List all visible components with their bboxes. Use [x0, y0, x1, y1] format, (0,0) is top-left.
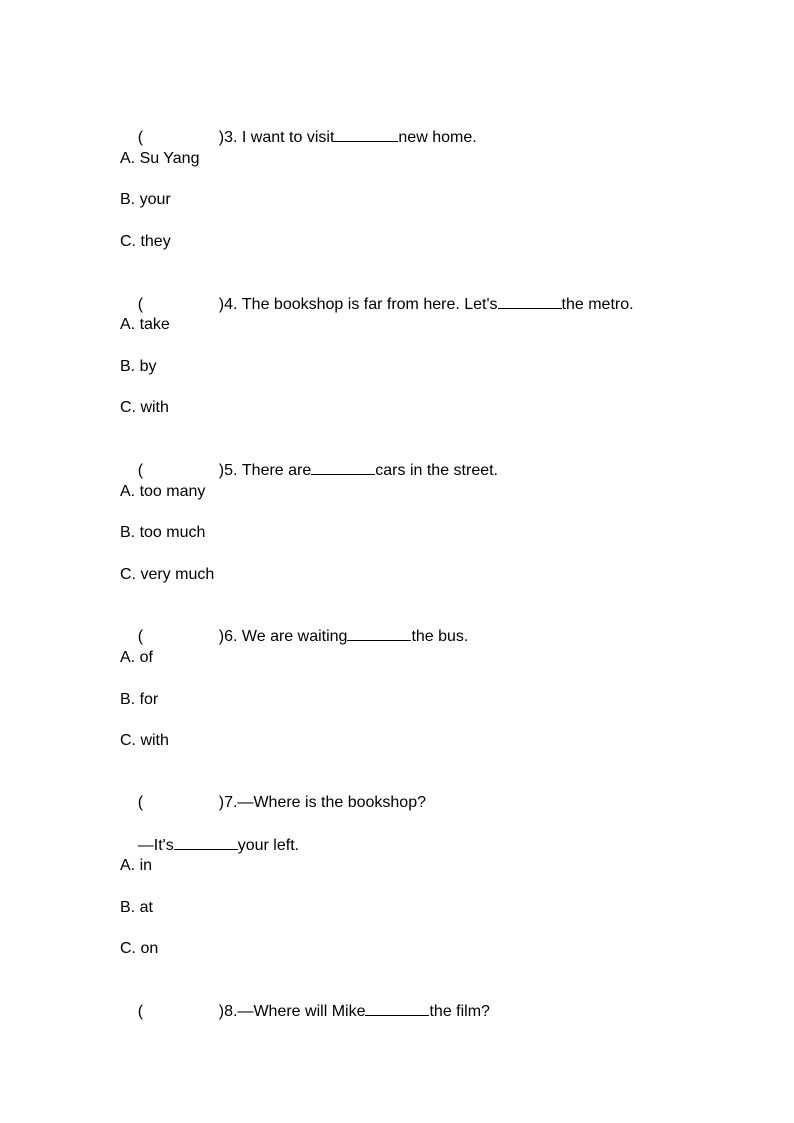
answer-paren-open: ( — [137, 462, 144, 479]
answer-paren-open: ( — [137, 794, 144, 811]
question-number: )8. — [218, 1003, 238, 1020]
answer-paren-open: ( — [137, 1003, 144, 1020]
option-a: A. take — [120, 316, 170, 333]
stem-text-before: I want to visit — [241, 129, 335, 146]
option-a: A. of — [120, 649, 153, 666]
option-c: C. they — [120, 233, 171, 250]
option-a: A. too many — [120, 483, 206, 500]
stem-text-after: the film? — [429, 1003, 490, 1020]
question-number: )7. — [218, 794, 238, 811]
option-b: B. your — [120, 191, 171, 208]
option-c: C. with — [120, 399, 169, 416]
question-number: )5. — [218, 462, 242, 479]
stem-text-before: There are — [241, 462, 312, 479]
reply-text-before: —It's — [137, 837, 174, 854]
question-4-stem — [120, 274, 634, 335]
option-b: B. too much — [120, 524, 206, 541]
question-number: )6. — [218, 628, 242, 645]
option-c: C. very much — [120, 566, 215, 583]
option-b: B. at — [120, 899, 153, 916]
answer-paren-open: ( — [137, 296, 144, 313]
fill-in-blank — [498, 294, 562, 309]
reply-text-after: your left. — [237, 837, 300, 854]
fill-in-blank — [174, 835, 238, 850]
option-b: B. for — [120, 691, 159, 708]
fill-in-blank — [334, 127, 398, 142]
stem-text-after: cars in the street. — [375, 462, 498, 479]
question-6-stem — [120, 606, 468, 667]
stem-text-before: The bookshop is far from here. Let's — [241, 296, 498, 313]
option-b: B. by — [120, 358, 157, 375]
question-8-stem — [120, 981, 490, 1042]
answer-paren-open: ( — [137, 129, 144, 146]
answer-paren-open: ( — [137, 628, 144, 645]
stem-text-before: —Where is the bookshop? — [237, 794, 426, 811]
option-c: C. with — [120, 732, 169, 749]
stem-text-after: the bus. — [411, 628, 469, 645]
fill-in-blank — [347, 626, 411, 641]
option-a: A. Su Yang — [120, 150, 200, 167]
question-number: )4. — [218, 296, 242, 313]
fill-in-blank — [365, 1001, 429, 1016]
stem-text-before: —Where will Mike — [237, 1003, 366, 1020]
stem-text-after: new home. — [398, 129, 477, 146]
question-number: )3. — [218, 129, 242, 146]
option-c: C. on — [120, 940, 159, 957]
stem-text-before: We are waiting — [241, 628, 348, 645]
fill-in-blank — [311, 460, 375, 475]
option-a: A. in — [120, 857, 153, 874]
stem-text-after: the metro. — [561, 296, 634, 313]
